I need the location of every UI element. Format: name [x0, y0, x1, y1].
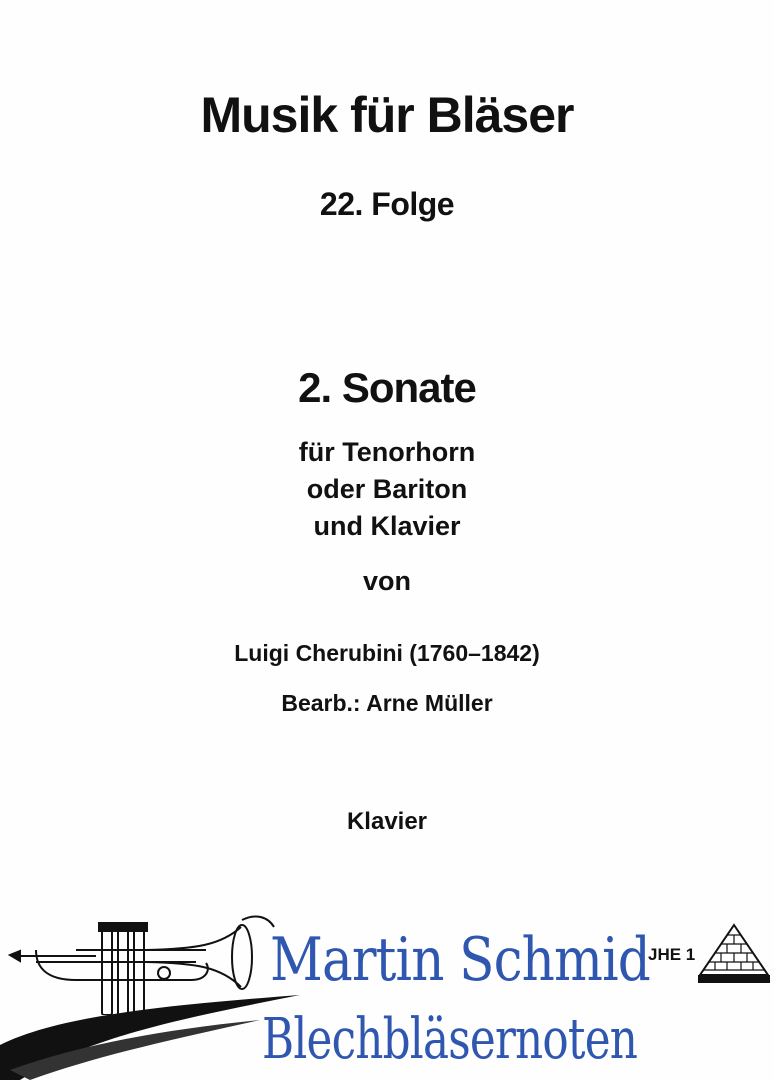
publisher-subtitle: Blechbläsernoten	[262, 1007, 638, 1072]
publisher-banner	[0, 895, 774, 1080]
scoring-line: oder Bariton	[306, 474, 468, 504]
pyramid-icon	[698, 923, 770, 985]
trumpet-icon	[6, 905, 276, 1015]
series-number: 22. Folge	[319, 186, 455, 222]
scoring-line: für Tenorhorn	[298, 437, 476, 467]
by-label: von	[362, 566, 411, 596]
part-name: Klavier	[346, 808, 428, 835]
scoring-block	[0, 434, 774, 545]
publisher-name: Martin Schmid	[270, 925, 650, 995]
arranger-credit: Bearb.: Arne Müller	[281, 690, 493, 716]
scoring-line: und Klavier	[313, 511, 461, 541]
catalog-number: JHE 1	[648, 945, 696, 964]
work-title: 2. Sonate	[298, 364, 476, 411]
collection-title: Musik für Bläser	[200, 87, 574, 143]
composer-credit: Luigi Cherubini (1760–1842)	[234, 640, 540, 666]
